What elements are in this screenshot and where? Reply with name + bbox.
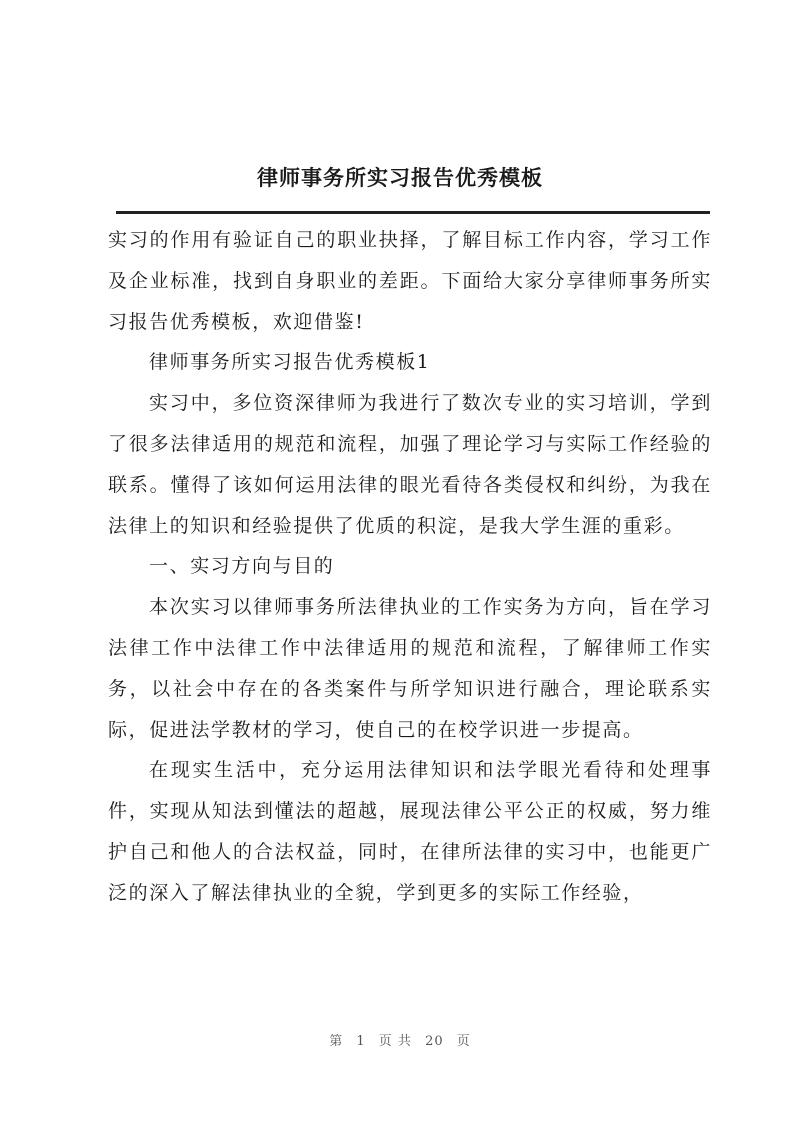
footer-current-page: 1 <box>356 1034 366 1049</box>
footer-label-total: 页 共 <box>378 1034 412 1049</box>
paragraph-intro: 实习的作用有验证自己的职业抉择，了解目标工作内容，学习工作及企业标准，找到自身职业的差距。下面给大家分享律师事务所实习报告优秀模板，欢迎借鉴! <box>108 229 712 333</box>
section-heading-direction: 一、实习方向与目的 <box>149 555 335 578</box>
page-footer <box>0 1030 800 1049</box>
paragraph-direction: 本次实习以律师事务所法律执业的工作实务为方向，旨在学习法律工作中法律工作中法律适用的规范和流程，了解律师工作实务，以社会中存在的各类案件与所学知识进行融合，理论联系实际，促进法学教材的学习，使自己的在校学识进一步提高。 <box>108 596 712 741</box>
paragraph-internship-summary: 实习中，多位资深律师为我进行了数次专业的实习培训，学到了很多法律适用的规范和流程，加强了理论学习与实际工作经验的联系。懂得了该如何运用法律的眼光看待各类侵权和纠纷，为我在法律上的知识和经验提供了优质的积淀，是我大学生涯的重彩。 <box>108 392 712 537</box>
footer-label-suffix: 页 <box>456 1034 471 1049</box>
title-divider <box>116 211 710 214</box>
footer-label-page: 第 <box>329 1034 344 1049</box>
document-title: 律师事务所实习报告优秀模板 <box>257 165 543 190</box>
document-body <box>108 220 712 914</box>
footer-total-pages: 20 <box>425 1034 444 1049</box>
paragraph-practice: 在现实生活中，充分运用法律知识和法学眼光看待和处理事件，实现从知法到懂法的超越，展现法律公平公正的权威，努力维护自己和他人的合法权益，同时，在律所法律的实习中，也能更广泛的深入了解法律执业的全貌，学到更多的实际工作经验， <box>108 759 712 904</box>
paragraph-template-heading: 律师事务所实习报告优秀模板1 <box>149 351 431 374</box>
